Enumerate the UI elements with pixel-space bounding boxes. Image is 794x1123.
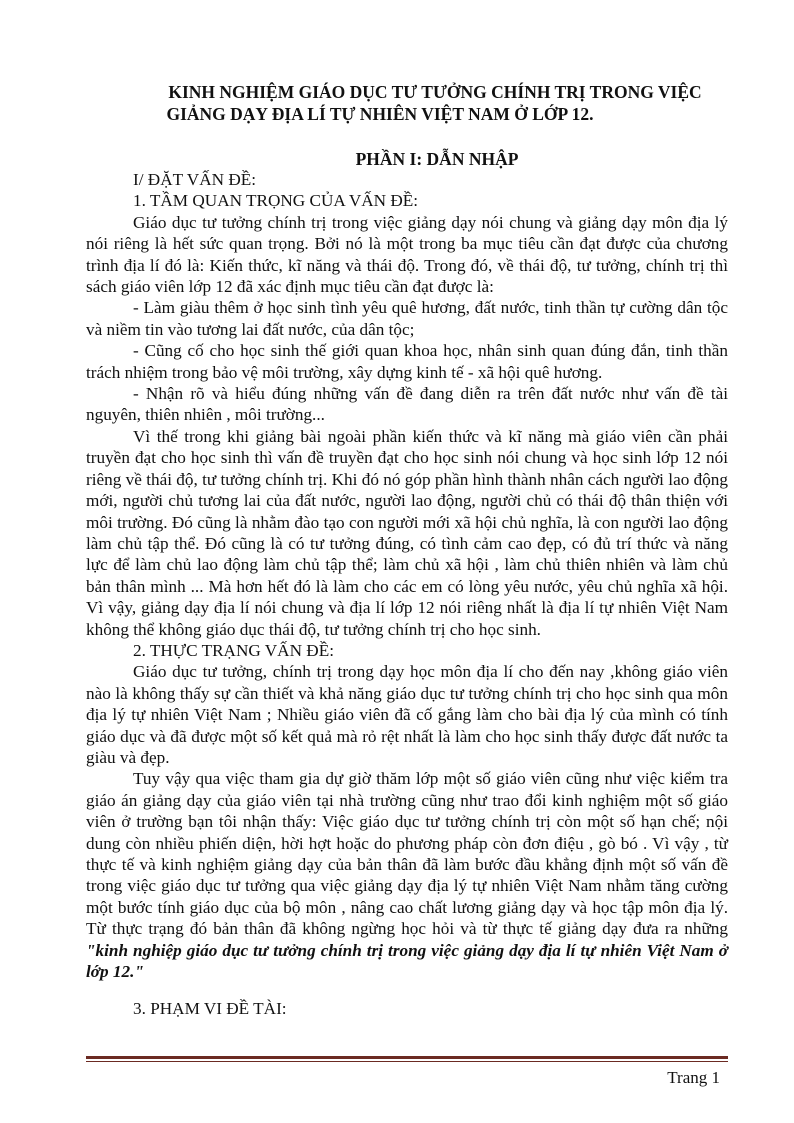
document-title-line-2: GIẢNG DẠY ĐỊA LÍ TỰ NHIÊN VIỆT NAM Ở LỚP 12.: [166, 104, 594, 124]
page-number: Trang 1: [667, 1068, 720, 1087]
subsection-heading-2: 2. THỰC TRẠNG VẤN ĐỀ:: [133, 640, 334, 660]
paragraph: [86, 768, 728, 982]
paragraph: Giáo dục tư tưởng, chính trị trong dạy học môn địa lí cho đến nay ,không giáo viên nào là không thấy sự cần thiết và khả năng giáo dục tư tưởng chính trị cho học sinh qua môn địa lý tự nhiên Việt Nam ; Nhiều giáo viên đã cố gắng làm cho bài địa lý của mình có tính giáo dục và đã được một số kết quả mà rỏ rệt nhất là làm cho học sinh thấy được đất nước ta giàu và đẹp.: [86, 662, 728, 767]
subsection-heading-3: 3. PHẠM VI ĐỀ TÀI:: [133, 999, 287, 1019]
paragraph: Giáo dục tư tưởng chính trị trong việc giảng dạy nói chung và giảng dạy môn địa lý nói riêng là hết sức quan trọng. Bởi nó là một trong ba mục tiêu cần đạt được của chương trình địa lí đó là: Kiến thức, kĩ năng và thái độ. Trong đó, về thái độ, tư tưởng, chính trị thì sách giáo viên lớp 12 đã xác định mục tiêu cần đạt được là:: [86, 212, 728, 297]
bullet-item: - Làm giàu thêm ở học sinh tình yêu quê hương, đất nước, tinh thần tự cường dân tộc và niềm tin vào tương lai đất nước, của dân tộc;: [86, 298, 728, 339]
footer-rule-thick: [86, 1056, 728, 1059]
footer-rule-thin: [86, 1061, 728, 1062]
paragraph-text: Tuy vậy qua việc tham gia dự giờ thăm lớp một số giáo viên cũng như việc kiểm tra giáo án giảng dạy của giáo viên tại nhà trường cũng như trao đổi kinh nghiệm một số giáo viên ở trường bạn tôi nhận thấy: Việc giáo dục tư tưởng chính trị còn một số hạn chế; nội dung còn nhiều phiến diện, hời hợt hoặc do phương pháp còn đơn điệu , gò bó . Vì vậy , từ thực tế và kinh nghiệm giảng dạy của bản thân đã làm bước đầu khẳng định một số vấn đề trong việc giáo dục tư tưởng qua việc giảng dạy địa lý tự nhiên Việt Nam nhằm tăng cường một bước tính giáo dục của bộ môn , nâng cao chất lương giảng dạy và học tập môn địa lý. Từ thực trạng đó bản thân đã không ngừng học hỏi và từ thực tế giảng dạy đưa ra những: [86, 769, 728, 939]
document-title-line-1: KINH NGHIỆM GIÁO DỤC TƯ TƯỞNG CHÍNH TRỊ TRONG VIỆC: [168, 82, 702, 102]
section-heading-1: I/ ĐẶT VẤN ĐỀ:: [133, 170, 257, 189]
document-body: [86, 169, 728, 1020]
emphasized-title: "kinh nghiệp giáo dục tư tưởng chính trị trong việc giảng dạy địa lí tự nhiên Việt Nam ở lớp 12.": [86, 940, 728, 982]
subsection-heading-1: 1. TẦM QUAN TRỌNG CỦA VẤN ĐỀ:: [133, 191, 419, 211]
paragraph: Vì thế trong khi giảng bài ngoài phần kiến thức và kĩ năng mà giáo viên cần phải truyền đạt cho học sinh thì vấn đề truyền đạt cho học sinh nói chung và học sinh lớp 12 nói riêng về thái độ, tư tưởng chính trị. Khi đó nó góp phần hình thành nhân cách người lao động mới, người chủ tương lai của đất nước, người lao động, người chủ có thái độ thân thiện với môi trường. Đó cũng là nhằm đào tạo con người mới xã hội chủ nghĩa, là con người lao động làm chủ tập thể. Đó cũng là có tư tưởng đúng, có tình cảm cao đẹp, có đủ trí thức và năng lực để làm chủ lao động làm chủ tập thể; làm chủ xã hội , làm chủ thiên nhiên và làm chủ bản thân mình ... Mà hơn hết đó là làm cho các em có lòng yêu nước, yêu chủ nghĩa xã hội. Vì vậy, giảng dạy địa lí nói chung và địa lí lớp 12 nói riêng nhất là địa lí tự nhiên Việt Nam không thể không giáo dục thái độ, tư tưởng chính trị cho học sinh.: [86, 426, 728, 639]
bullet-item: - Cũng cố cho học sinh thế giới quan khoa học, nhân sinh quan đúng đắn, tinh thần trách nhiệm trong bảo vệ môi trường, xây dựng kinh tế - xã hội quê hương.: [86, 341, 728, 382]
bullet-item: - Nhận rõ và hiểu đúng những vấn đề đang diễn ra trên đất nước như vấn đề tài nguyên, thiên nhiên , môi trường...: [86, 384, 728, 425]
part-heading: PHẦN I: DẪN NHẬP: [355, 149, 519, 169]
